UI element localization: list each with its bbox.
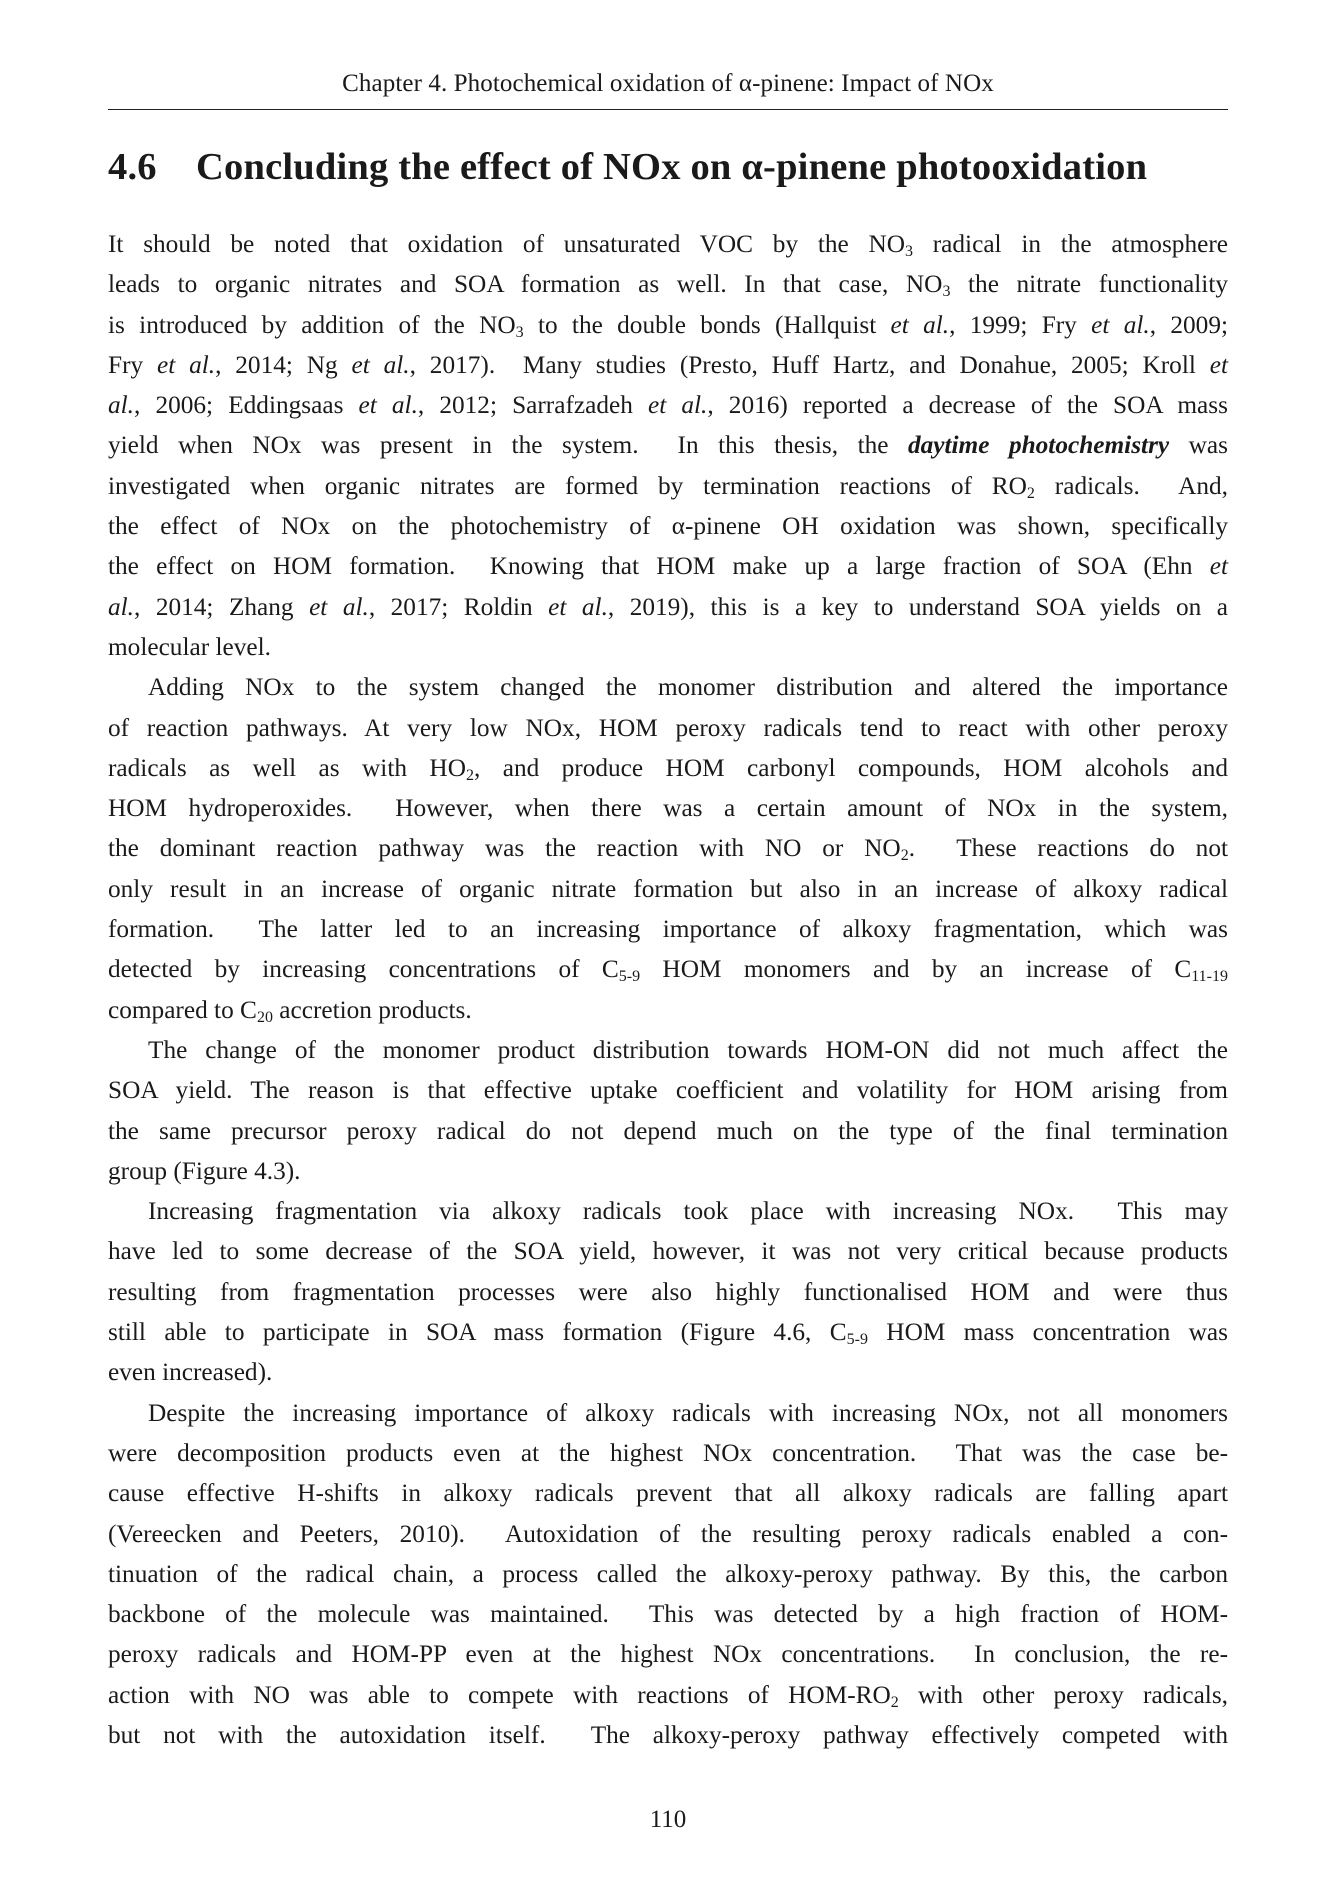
subscript: 3 — [942, 283, 951, 301]
text-run: formation. The latter led to an increasing importance of alkoxy fragmentation, which was — [108, 915, 1228, 944]
text-line — [108, 1030, 1228, 1070]
paragraph — [108, 667, 1228, 1030]
text-run: was — [1169, 431, 1229, 460]
text-line — [108, 1514, 1228, 1554]
paragraph — [108, 1191, 1228, 1392]
text-line — [108, 224, 1228, 264]
text-run: radicals as well as with HO — [108, 753, 466, 782]
running-head: Chapter 4. Photochemical oxidation of α-pinene: Impact of NOx — [342, 70, 994, 97]
text-run: tinuation of the radical chain, a process called the alkoxy-peroxy pathway. By this, the carbon — [108, 1559, 1228, 1588]
text-line — [108, 1393, 1228, 1433]
text-line — [108, 385, 1228, 425]
text-line — [108, 506, 1228, 546]
text-run: investigated when organic nitrates are formed by termination reactions of RO — [108, 471, 1027, 500]
text-line — [108, 627, 1228, 667]
text-line — [108, 1352, 1228, 1392]
text-line — [108, 667, 1228, 707]
text-line — [108, 305, 1228, 345]
text-run: yield when NOx was present in the system. In this thesis, the — [108, 431, 908, 460]
text-run: , and produce HOM carbonyl compounds, HOM alcohols and — [473, 753, 1228, 782]
text-run: SOA yield. The reason is that effective uptake coefficient and volatility for HOM arising from — [108, 1076, 1228, 1105]
text-line — [108, 708, 1228, 748]
text-run: (Vereecken and Peeters, 2010). Autoxidation of the resulting peroxy radicals enabled a con- — [108, 1519, 1228, 1548]
subscript: 20 — [256, 1008, 273, 1026]
text-run: cause effective H-shifts in alkoxy radicals prevent that all alkoxy radicals are falling apart — [108, 1479, 1228, 1508]
section-title: Concluding the effect of NOx on α-pinene photooxidation — [196, 146, 1148, 188]
text-run: compared to C — [108, 995, 257, 1024]
subscript: 5-9 — [618, 968, 641, 986]
text-line — [108, 828, 1228, 868]
text-run: the effect of NOx on the photochemistry of α-pinene OH oxidation was shown, specifically — [108, 512, 1228, 541]
citation-italic: et al. — [351, 350, 410, 379]
text-run: Increasing fragmentation via alkoxy radicals took place with increasing NOx. This may — [148, 1197, 1228, 1226]
text-line — [108, 788, 1228, 828]
text-run: molecular level. — [108, 632, 271, 661]
text-run: The change of the monomer product distribution towards HOM-ON did not much affect the — [148, 1035, 1228, 1064]
text-line — [108, 264, 1228, 304]
text-line — [108, 869, 1228, 909]
text-run: , 2016) reported a decrease of the SOA mass — [707, 391, 1228, 420]
citation-italic: et — [1209, 552, 1228, 581]
text-line — [108, 1151, 1228, 1191]
text-line — [108, 1554, 1228, 1594]
text-run: peroxy radicals and HOM-PP even at the highest NOx concentrations. In conclusion, the re- — [108, 1640, 1228, 1669]
paragraph — [108, 1393, 1228, 1756]
text-run: , 2014; Ng — [215, 350, 352, 379]
text-run: have led to some decrease of the SOA yield, however, it was not very critical because products — [108, 1237, 1228, 1266]
text-line — [108, 1272, 1228, 1312]
text-run: , 2019), this is a key to understand SOA yields on a — [607, 592, 1228, 621]
subscript: 2 — [890, 1693, 899, 1711]
text-line — [108, 466, 1228, 506]
text-run: is introduced by addition of the NO — [108, 310, 516, 339]
text-line — [108, 1594, 1228, 1634]
body-text — [108, 224, 1228, 1755]
text-run: HOM mass concentration was — [867, 1318, 1228, 1347]
citation-italic: et al. — [647, 391, 708, 420]
page-number: 110 — [649, 1806, 687, 1833]
text-run: , 2017; Roldin — [368, 592, 549, 621]
text-line — [108, 1231, 1228, 1271]
text-line — [108, 1715, 1228, 1755]
text-run: to the double bonds (Hallquist — [523, 310, 891, 339]
text-run: Despite the increasing importance of alkoxy radicals with increasing NOx, not all monomers — [148, 1398, 1228, 1427]
text-run: radicals. And, — [1034, 471, 1228, 500]
text-line — [108, 1191, 1228, 1231]
text-run: resulting from fragmentation processes were also highly functionalised HOM and were thus — [108, 1277, 1228, 1306]
text-line — [108, 1111, 1228, 1151]
text-run: backbone of the molecule was maintained. This was detected by a high fraction of HOM- — [108, 1600, 1228, 1629]
section-heading — [108, 145, 1238, 189]
citation-italic: et al. — [890, 310, 950, 339]
text-run: radical in the atmosphere — [913, 230, 1228, 258]
text-line — [108, 1473, 1228, 1513]
text-run: even increased). — [108, 1358, 273, 1387]
citation-italic: al. — [108, 391, 135, 420]
subscript: 2 — [1026, 484, 1035, 502]
citation-italic: al. — [108, 592, 135, 621]
citation-italic: et al. — [548, 592, 608, 621]
citation-italic: et al. — [309, 592, 369, 621]
text-run: . These reactions do not — [908, 834, 1228, 863]
citation-italic: et al. — [1091, 310, 1150, 339]
text-line — [108, 1070, 1228, 1110]
text-run: still able to participate in SOA mass formation (Figure 4.6, C — [108, 1318, 847, 1347]
text-run: the dominant reaction pathway was the reaction with NO or NO — [108, 834, 901, 863]
paragraph — [108, 224, 1228, 667]
citation-italic: et al. — [157, 350, 216, 379]
header-rule — [108, 109, 1228, 110]
text-line — [108, 345, 1228, 385]
text-line — [108, 909, 1228, 949]
text-run: action with NO was able to compete with reactions of HOM-RO — [108, 1680, 891, 1709]
text-run: the same precursor peroxy radical do not depend much on the type of the final termination — [108, 1116, 1228, 1145]
text-line — [108, 425, 1228, 465]
text-run: leads to organic nitrates and SOA formation as well. In that case, NO — [108, 270, 943, 299]
citation-italic: et al. — [358, 391, 418, 420]
text-line — [108, 990, 1228, 1030]
text-line — [108, 748, 1228, 788]
text-run: Fry — [108, 350, 157, 379]
subscript: 11-19 — [1191, 968, 1228, 986]
text-run: of reaction pathways. At very low NOx, HOM peroxy radicals tend to react with other peroxy — [108, 713, 1228, 742]
subscript: 2 — [465, 766, 474, 784]
text-run: HOM monomers and by an increase of C — [640, 955, 1192, 984]
emphasis-text: daytime photochemistry — [907, 431, 1170, 460]
subscript: 3 — [515, 323, 524, 341]
text-run: the nitrate functionality — [950, 270, 1228, 299]
text-run: HOM hydroperoxides. However, when there was a certain amount of NOx in the system, — [108, 794, 1228, 823]
text-run: , 2006; Eddingsaas — [134, 391, 359, 420]
paragraph — [108, 1030, 1228, 1191]
text-run: Adding NOx to the system changed the monomer distribution and altered the importance — [148, 673, 1228, 702]
text-run: but not with the autoxidation itself. The alkoxy-peroxy pathway effectively competed with — [108, 1720, 1228, 1749]
text-line — [108, 546, 1228, 586]
text-line — [108, 1312, 1228, 1352]
text-line — [108, 949, 1228, 989]
subscript: 5-9 — [846, 1331, 868, 1349]
text-run: with other peroxy radicals, — [898, 1680, 1229, 1709]
text-line — [108, 1634, 1228, 1674]
subscript: 2 — [900, 847, 909, 865]
text-run: only result in an increase of organic nitrate formation but also in an increase of alkoxy radical — [108, 874, 1228, 903]
text-run: , 2012; Sarrafzadeh — [417, 391, 648, 420]
text-run: It should be noted that oxidation of unsaturated VOC by the NO — [108, 230, 906, 258]
text-run: the effect on HOM formation. Knowing that HOM make up a large fraction of SOA (Ehn — [108, 552, 1210, 581]
text-run: detected by increasing concentrations of C — [108, 955, 619, 984]
text-run: , 2014; Zhang — [134, 592, 310, 621]
text-run: , 2017). Many studies (Presto, Huff Hartz, and Donahue, 2005; Kroll — [409, 350, 1210, 379]
text-run: , 2009; — [1149, 310, 1228, 339]
text-line — [108, 587, 1228, 627]
text-line — [108, 1675, 1228, 1715]
subscript: 3 — [905, 243, 914, 260]
citation-italic: et — [1209, 350, 1228, 379]
text-run: were decomposition products even at the highest NOx concentration. That was the case be- — [108, 1438, 1228, 1467]
text-line — [108, 1433, 1228, 1473]
text-run: group (Figure 4.3). — [108, 1156, 301, 1185]
text-run: , 1999; Fry — [949, 310, 1092, 339]
text-run: accretion products. — [272, 995, 472, 1024]
section-number: 4.6 — [108, 146, 157, 188]
